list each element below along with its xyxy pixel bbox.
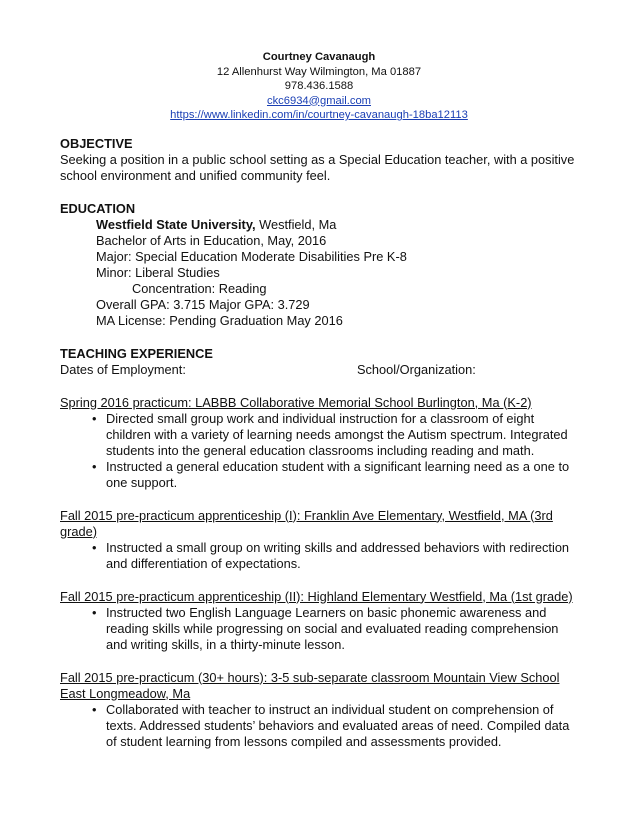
school-name: Westfield State University, [96, 216, 256, 232]
experience-section [60, 346, 578, 750]
minor: Minor: Liberal Studies [96, 264, 220, 280]
concentration: Concentration: Reading [132, 280, 267, 296]
school-line [60, 217, 578, 233]
degree: Bachelor of Arts in Education, May, 2016 [96, 232, 327, 248]
experience-title: TEACHING EXPERIENCE [60, 345, 213, 361]
entry-bullets [60, 540, 578, 572]
experience-entry [60, 670, 578, 750]
email-link[interactable]: ckc6934@gmail.com [266, 94, 371, 107]
entry-bullets [60, 702, 578, 750]
address: 12 Allenhurst Way Wilmington, Ma 01887 [216, 65, 422, 78]
experience-entry [60, 508, 578, 572]
contact-header [60, 50, 578, 123]
entry-title: Fall 2015 pre-practicum apprenticeship (I): Franklin Ave Elementary, Westfield, MA (3rd grade) [60, 507, 553, 539]
license: MA License: Pending Graduation May 2016 [96, 312, 343, 328]
entry-title: Fall 2015 pre-practicum apprenticeship (II): Highland Elementary Westfield, Ma (1st grade) [60, 588, 573, 604]
dates-label: Dates of Employment: [60, 361, 186, 377]
bullet-item: • Directed small group work and individual instruction for a classroom of eight children with a variety of learning needs amongst the Autism spectrum. Integrated students into the general education classrooms including reading and math. [106, 411, 578, 459]
experience-entry [60, 395, 578, 491]
bullet-item: • Collaborated with teacher to instruct an individual student on comprehension of texts. Addressed students’ behaviors and evaluated areas of need. Compiled data of student learning from lessons compiled and assessments provided. [106, 702, 578, 750]
phone: 978.436.1588 [284, 80, 354, 92]
bullet-item: • Instructed a small group on writing skills and addressed behaviors with redirection and differentiation of expectations. [106, 540, 578, 572]
objective-title: OBJECTIVE [60, 135, 133, 151]
school-location: Westfield, Ma [255, 216, 337, 232]
candidate-name: Courtney Cavanaugh [262, 51, 376, 63]
bullet-item: • Instructed a general education student with a significant learning need as a one to one support. [106, 459, 578, 491]
gpa: Overall GPA: 3.715 Major GPA: 3.729 [96, 296, 310, 312]
objective-text: Seeking a position in a public school setting as a Special Education teacher, with a positive school environment and unified community feel. [60, 151, 575, 183]
objective-section [60, 136, 578, 184]
bullet-item: • Instructed two English Language Learners on basic phonemic awareness and reading skills while progressing on social and evaluated reading comprehension and writing skills, in a thirty-minute lesson. [106, 605, 578, 653]
education-title: EDUCATION [60, 200, 136, 216]
linkedin-link[interactable]: https://www.linkedin.com/in/courtney-cavanaugh-18ba12113 [170, 109, 468, 121]
entry-bullets [60, 605, 578, 653]
entry-bullets [60, 411, 578, 491]
major: Major: Special Education Moderate Disabilities Pre K-8 [96, 248, 407, 264]
experience-entry [60, 589, 578, 653]
education-section [60, 201, 578, 329]
experience-column-labels [60, 362, 578, 378]
entry-title: Fall 2015 pre-practicum (30+ hours): 3-5 sub-separate classroom Mountain View School East Longmeadow, Ma [60, 669, 560, 701]
org-label: School/Organization: [357, 361, 476, 377]
entry-title: Spring 2016 practicum: LABBB Collaborative Memorial School Burlington, Ma (K-2) [60, 394, 532, 410]
